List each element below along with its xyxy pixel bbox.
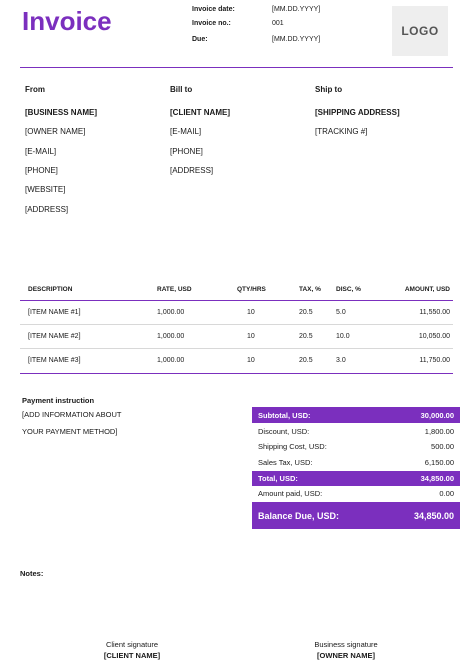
from-address[interactable]: [ADDRESS] [25,205,69,214]
shipping-value[interactable]: 500.00 [431,442,454,451]
due-value[interactable]: [MM.DD.YYYY] [272,36,321,43]
business-signature-name[interactable]: [OWNER NAME] [317,651,375,660]
balance-due-row [252,502,460,529]
col-qty: QTY/HRS [237,286,266,293]
invoice-no-label: Invoice no.: [192,20,231,27]
amount-paid-value[interactable]: 0.00 [439,489,454,498]
bill-to-address[interactable]: [ADDRESS] [170,166,214,175]
total-label: Total, USD: [258,474,298,483]
sales-tax-value[interactable]: 6,150.00 [424,458,454,467]
item-1-qty[interactable]: 10 [247,309,255,316]
item-1-rate[interactable]: 1,000.00 [157,309,185,316]
item-1-tax[interactable]: 20.5 [299,309,313,316]
item-1-disc[interactable]: 5.0 [336,309,346,316]
item-2-description[interactable]: [ITEM NAME #2] [28,333,81,340]
item-2-rate[interactable]: 1,000.00 [157,333,185,340]
invoice-date-label: Invoice date: [192,6,235,13]
row-divider [20,324,453,325]
subtotal-label: Subtotal, USD: [258,410,311,420]
discount-value[interactable]: 1,800.00 [424,427,454,436]
payment-line-1[interactable]: [ADD INFORMATION ABOUT [22,410,122,419]
notes-label: Notes: [20,569,44,578]
subtotal-value: 30,000.00 [420,410,454,420]
col-amount: AMOUNT, USD [404,286,450,293]
discount-row [252,424,460,439]
col-disc: DISC, % [336,286,361,293]
balance-due-label: Balance Due, USD: [258,510,340,521]
from-heading: From [25,85,45,94]
payment-heading: Payment instruction [22,396,95,405]
item-2-qty[interactable]: 10 [247,333,255,340]
item-1-description[interactable]: [ITEM NAME #1] [28,309,81,316]
item-3-description[interactable]: [ITEM NAME #3] [28,357,81,364]
invoice-title: Invoice [22,6,112,36]
bill-to-email[interactable]: [E-MAIL] [170,127,202,136]
item-2-amount: 10,050.00 [418,333,450,340]
from-website[interactable]: [WEBSITE] [25,185,66,194]
item-1-amount: 11,550.00 [419,309,450,316]
shipping-label: Shipping Cost, USD: [258,442,327,451]
bill-to-phone[interactable]: [PHONE] [170,147,203,156]
table-footer-divider [20,373,453,374]
row-divider [20,348,453,349]
client-signature-name[interactable]: [CLIENT NAME] [103,651,161,660]
from-email[interactable]: [E-MAIL] [25,147,57,156]
bill-to-client-name[interactable]: [CLIENT NAME] [170,108,230,117]
client-signature-label: Client signature [105,640,159,649]
ship-to-heading: Ship to [315,85,343,94]
col-rate: RATE, USD [157,286,192,293]
item-3-qty[interactable]: 10 [247,357,255,364]
table-header-divider [20,300,453,301]
invoice-date-value[interactable]: [MM.DD.YYYY] [272,6,321,13]
sales-tax-label: Sales Tax, USD: [258,458,313,467]
item-3-rate[interactable]: 1,000.00 [157,357,185,364]
sales-tax-row [252,455,460,470]
payment-line-2[interactable]: YOUR PAYMENT METHOD] [22,427,118,436]
bill-to-heading: Bill to [170,85,193,94]
amount-paid-label: Amount paid, USD: [258,489,323,498]
item-3-amount: 11,750.00 [419,357,450,364]
total-row [252,471,460,486]
subtotal-row [252,407,460,423]
balance-due-value: 34,850.00 [413,510,454,521]
total-value: 34,850.00 [420,474,454,483]
item-2-disc[interactable]: 10.0 [336,333,350,340]
business-signature-label: Business signature [314,640,378,649]
due-label: Due: [192,36,208,43]
item-3-disc[interactable]: 3.0 [336,357,346,364]
ship-to-address[interactable]: [SHIPPING ADDRESS] [315,108,400,117]
col-tax: TAX, % [299,286,321,293]
amount-paid-row [252,486,460,501]
from-business-name[interactable]: [BUSINESS NAME] [25,108,98,117]
shipping-row [252,439,460,454]
logo-placeholder[interactable]: LOGO [392,6,448,56]
item-3-tax[interactable]: 20.5 [299,357,313,364]
invoice-no-value[interactable]: 001 [272,20,284,27]
discount-label: Discount, USD: [258,427,310,436]
ship-to-tracking[interactable]: [TRACKING #] [315,127,368,136]
from-phone[interactable]: [PHONE] [25,166,58,175]
header-divider [20,67,453,68]
col-description: DESCRIPTION [28,286,73,293]
item-2-tax[interactable]: 20.5 [299,333,313,340]
from-owner-name[interactable]: [OWNER NAME] [25,127,86,136]
